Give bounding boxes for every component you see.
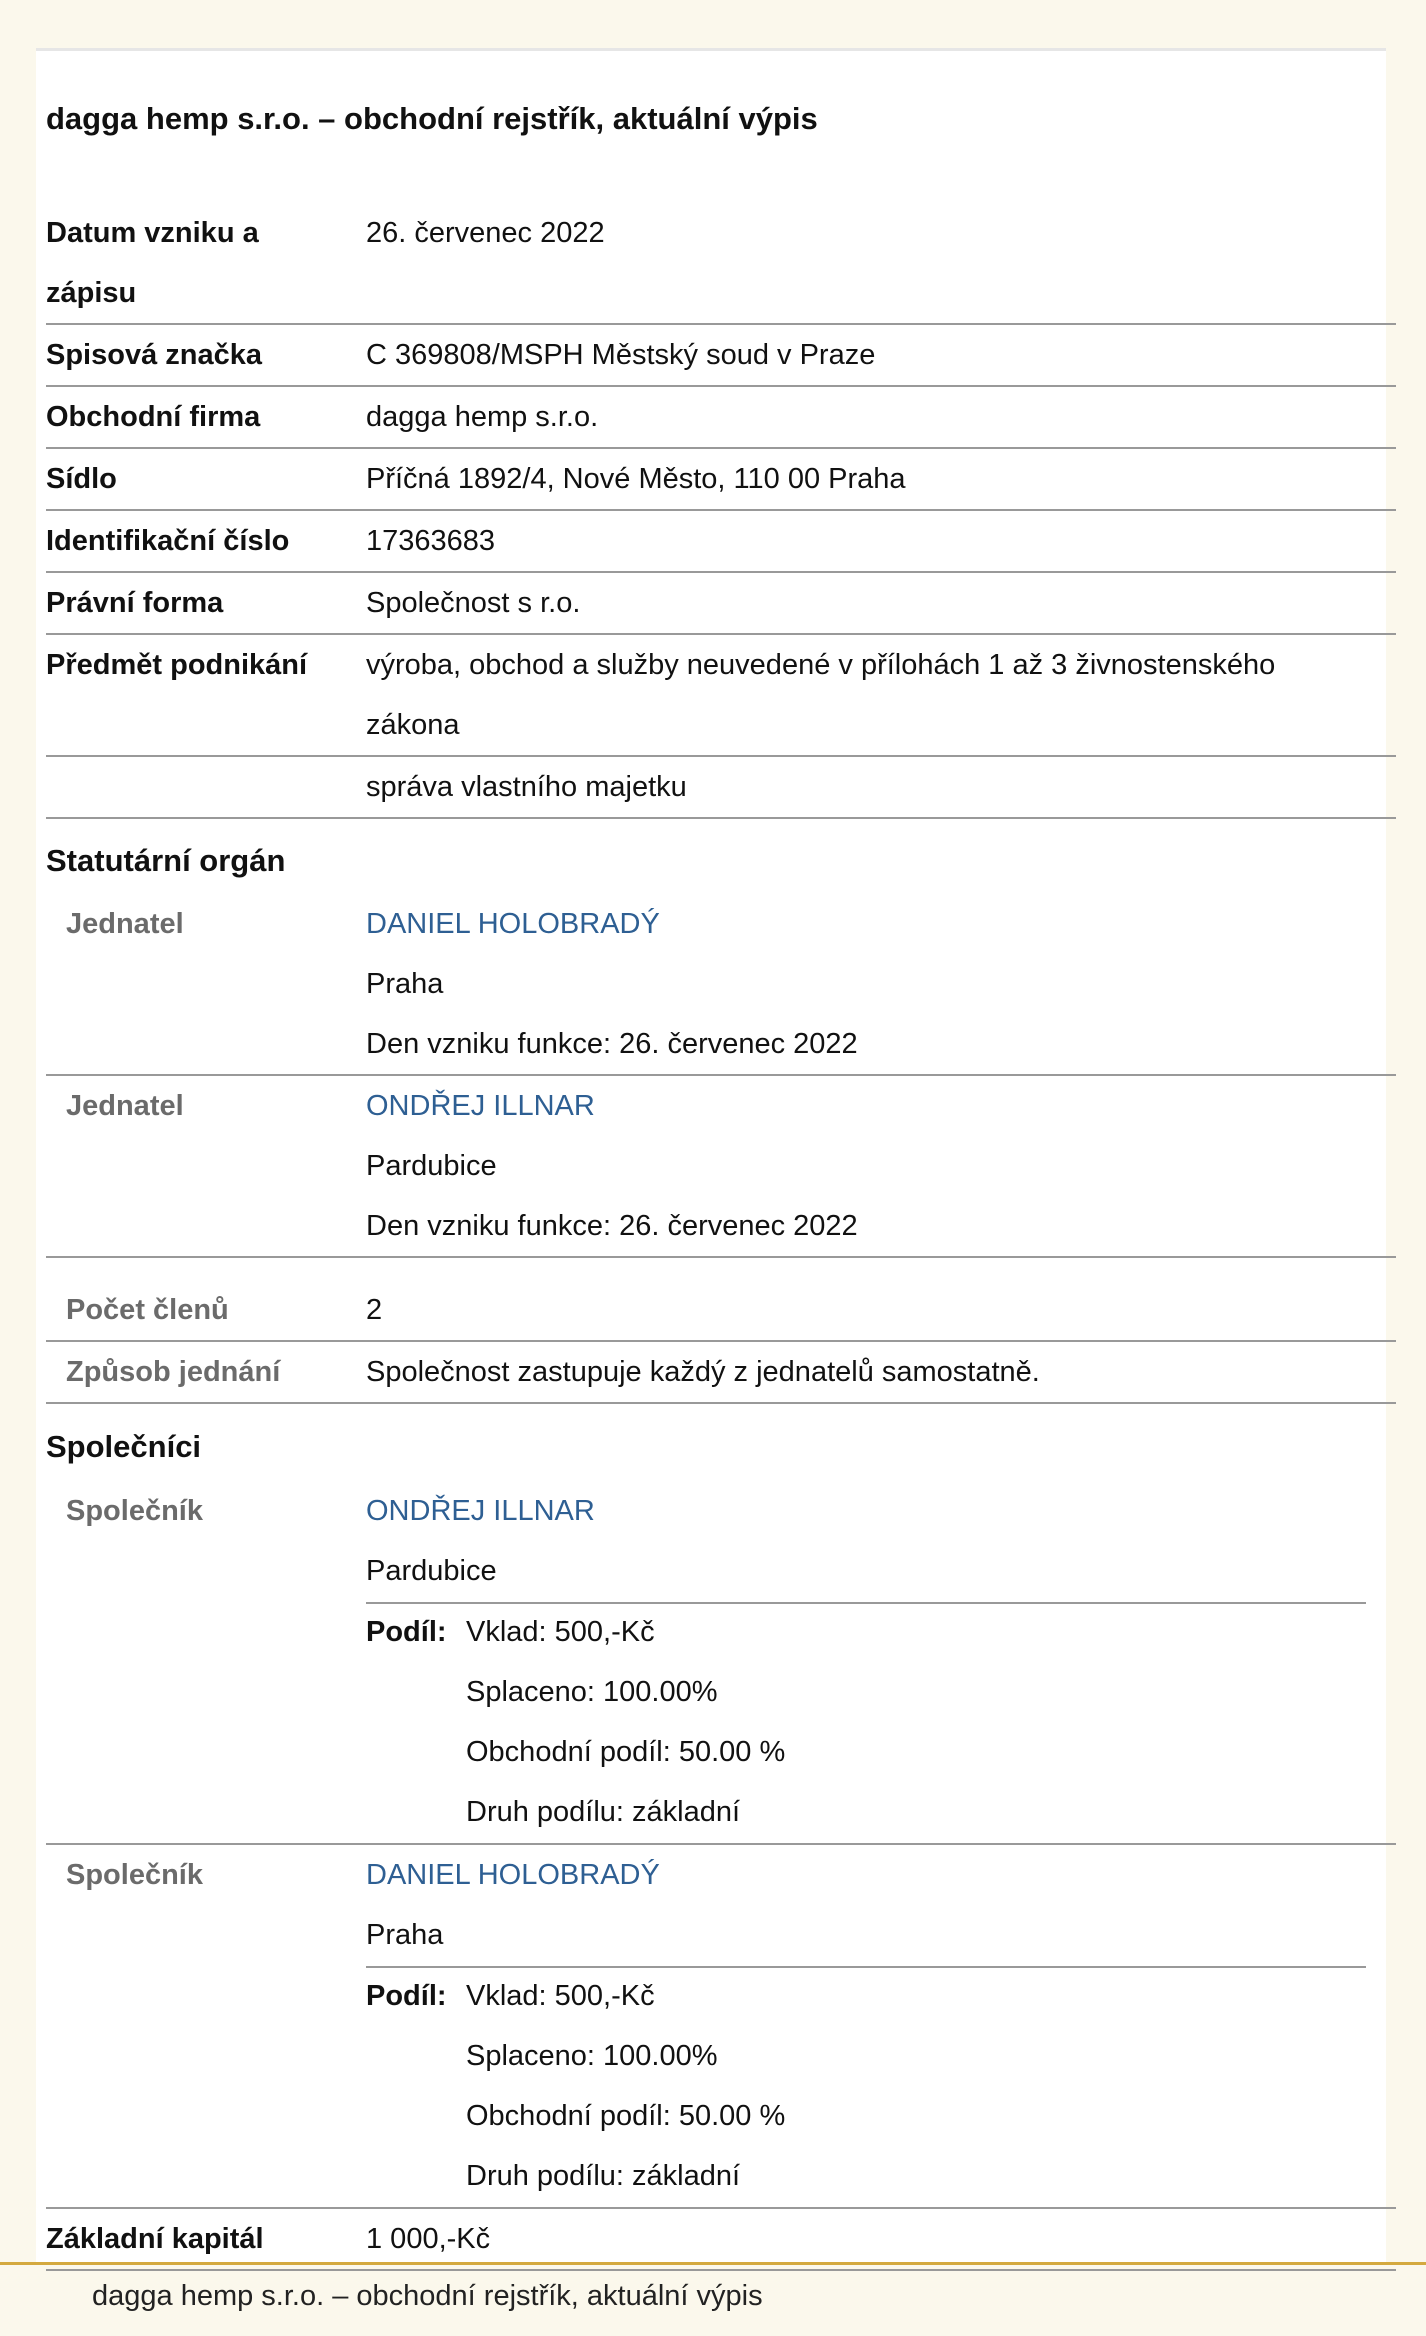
jednatel-2-name-link[interactable]: ONDŘEJ ILLNAR	[366, 1090, 595, 1122]
predmet-value-1: výroba, obchod a služby neuvedené v přílohách 1 až 3 živnostenského zákona	[366, 649, 1276, 741]
spolecnik-1-obchodni-podil: Obchodní podíl: 50.00 %	[466, 1736, 786, 1768]
zpusob-label: Způsob jednání	[66, 1356, 281, 1388]
footer-divider	[0, 2262, 1426, 2265]
spolecnik-2-podil-label: Podíl:	[366, 1980, 447, 2012]
spolecnik-1-role: Společník	[66, 1495, 203, 1527]
jednatel-2-since: Den vzniku funkce: 26. červenec 2022	[366, 1210, 858, 1242]
jednatel-2-role: Jednatel	[66, 1090, 184, 1122]
sidlo-label: Sídlo	[46, 463, 117, 495]
row-predmet-podnikani	[46, 635, 1396, 757]
spolecnik-1-druh: Druh podílu: základní	[466, 1796, 741, 1828]
row-pocet-clenu	[46, 1280, 1396, 1342]
pocet-value: 2	[366, 1294, 383, 1326]
kapital-label: Základní kapitál	[46, 2223, 264, 2255]
jednatel-2-city: Pardubice	[366, 1150, 497, 1182]
forma-value: Společnost s r.o.	[366, 587, 581, 619]
spolecnik-1-splaceno: Splaceno: 100.00%	[466, 1676, 718, 1708]
sidlo-value: Příčná 1892/4, Nové Město, 110 00 Praha	[366, 463, 906, 495]
register-extract-card	[36, 48, 1386, 2265]
row-predmet-podnikani-2	[46, 757, 1396, 819]
row-ico	[46, 511, 1396, 573]
firma-label: Obchodní firma	[46, 401, 261, 433]
spolecnik-1-city: Pardubice	[366, 1555, 497, 1587]
row-datum-vzniku	[46, 203, 1396, 325]
zpusob-value: Společnost zastupuje každý z jednatelů samostatně.	[366, 1356, 1040, 1388]
spolecnik-2-city: Praha	[366, 1919, 444, 1951]
spolecnik-2-obchodni-podil: Obchodní podíl: 50.00 %	[466, 2100, 786, 2132]
spolecnik-1-name-link[interactable]: ONDŘEJ ILLNAR	[366, 1495, 595, 1527]
row-sidlo	[46, 449, 1396, 511]
row-jednatel-1	[46, 894, 1396, 1076]
spolecnik-1-podil-label: Podíl:	[366, 1616, 447, 1648]
spisova-label: Spisová značka	[46, 339, 262, 371]
ico-value: 17363683	[366, 525, 496, 557]
spolecnik-2-role: Společník	[66, 1859, 203, 1891]
spolecnik-2-name-link[interactable]: DANIEL HOLOBRADÝ	[366, 1859, 660, 1891]
row-obchodni-firma	[46, 387, 1396, 449]
row-jednatel-2	[46, 1076, 1396, 1258]
spolecnik-2-vklad: Vklad: 500,-Kč	[466, 1980, 655, 2012]
jednatel-1-name-link[interactable]: DANIEL HOLOBRADÝ	[366, 908, 660, 940]
ico-label: Identifikační číslo	[46, 525, 290, 557]
forma-label: Právní forma	[46, 587, 224, 619]
section-spolecnici: Společníci	[46, 1429, 202, 1464]
spolecnik-2-splaceno: Splaceno: 100.00%	[466, 2040, 718, 2072]
datum-value: 26. červenec 2022	[366, 217, 605, 249]
jednatel-1-since: Den vzniku funkce: 26. červenec 2022	[366, 1028, 858, 1060]
section-statutarni-organ: Statutární orgán	[46, 843, 286, 878]
predmet-value-2: správa vlastního majetku	[366, 771, 687, 803]
row-pravni-forma	[46, 573, 1396, 635]
predmet-label: Předmět podnikání	[46, 649, 308, 681]
spolecnik-1-vklad: Vklad: 500,-Kč	[466, 1616, 655, 1648]
row-spolecnik-2	[46, 1845, 1396, 2209]
footer-title: dagga hemp s.r.o. – obchodní rejstřík, aktuální výpis	[92, 2280, 763, 2312]
pocet-label: Počet členů	[66, 1294, 229, 1326]
datum-label: Datum vzniku a zápisu	[46, 217, 259, 309]
row-spisova-znacka	[46, 325, 1396, 387]
row-spolecnik-1	[46, 1481, 1396, 1845]
jednatel-1-city: Praha	[366, 968, 444, 1000]
page-title: dagga hemp s.r.o. – obchodní rejstřík, aktuální výpis	[46, 101, 818, 136]
spisova-value: C 369808/MSPH Městský soud v Praze	[366, 339, 876, 371]
row-zpusob-jednani	[46, 1342, 1396, 1404]
kapital-value: 1 000,-Kč	[366, 2223, 491, 2255]
spolecnik-2-druh: Druh podílu: základní	[466, 2160, 741, 2192]
jednatel-1-role: Jednatel	[66, 908, 184, 940]
firma-value: dagga hemp s.r.o.	[366, 401, 599, 433]
